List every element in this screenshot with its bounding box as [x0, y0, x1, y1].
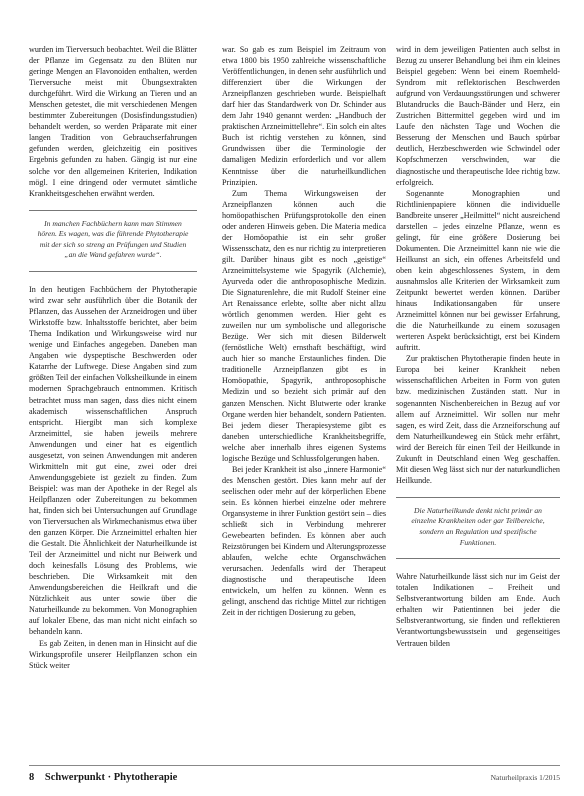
paragraph: Es gab Zeiten, in denen man in Hinsicht auf die Wirkungsprofile unserer Heilpflanzen schon ein Stück weiter: [29, 638, 197, 670]
paragraph: Bei jeder Krankheit ist also „innere Harmonie“ des Menschen gestört. Dies kann mehr auf der seelischen oder mehr auf der körperlichen Ebene sein. Es können hierbei einzelne oder mehrere Organsysteme in ihrer Funktion gestört sein – dies schließt sich in Verbindung mehrerer Gewebearten befinden. Es können aber auch Reizstörungen bei Kindern und Alterungsprozesse ablaufen, welche echte Organschwächen verursachen. Jedenfalls wird der Therapeut diagnostische und therapeutische Ideen entwickeln, um helfen zu können. Wenn es gelingt, anschend das richtige Mittel zur richtigen Zeit in der richtigen Dosierung zu geben,: [222, 464, 386, 618]
column-1: [29, 44, 197, 671]
paragraph: Zum Thema Wirkungsweisen der Arzneipflanzen können auch die homöopathischen Prüfungsprotokolle den einen oder anderen Hinweis geben. Die Materia medica der Homöopathie ist ein sehr großer Wissensschatz, den es nur richtig zu interpretieren gilt. Darüber hinaus gibt es noch „geistige“ Arzneimittelsysteme wie Spagyrik (Alchemie), Ayurveda oder die anthroposophische Medizin. Die Signaturenlehre, die mit Rudolf Steiner eine Art Renaissance erlebte, sollte aber nicht allzu wörtlich genommen werden. Hier geht es zuweilen nur um symbolische und allegorische Bezüge. Wer sich mit diesen Bilderwelt (fernöstliche Welt) ernsthaft beschäftigt, wird auch hier so manche Erstaunliches finden. Die traditionelle Arzneipflanzen gibt es in Homöopathie, Spagyrik, anthroposophische Medizin und so bezieht sich primär auf den ganzen Menschen. Nicht Blutwerte oder kranke Organe werden hier behandelt, sondern Patienten. Bei jedem dieser Therapiesysteme gibt es daneben unterschiedliche Krankheitsbegriffe, welche aber innerhalb ihres eigenen Systems logische Bezüge und Schlussfolgerungen haben.: [222, 188, 386, 463]
paragraph: In den heutigen Fachbüchern der Phytotherapie wird zwar sehr ausführlich über die Botanik der Pflanzen, das Aussehen der Arzneidrogen und über Wirkstoffe bzw. Inhaltsstoffe berichtet, aber beim Thema Indikation und Wirkungsweise wird nur wenige und Einfaches angegeben. Daneben man Angaben wie dyspeptische Beschwerden oder Katarrhe der Luftwege. Diese Angaben sind zum größten Teil der einfachen Volksheilkunde in einem modernen Sprachgebrauch entnommen. Kritisch betrachtet muss man sagen, dass dies nicht einem akademisch wissenschaftlichen Anspruch entspricht. Hiergibt man sich komplexe Arzneimittel, sie haben jeweils mehrere Anwendungen und einer hat es eigentlich ausgesetzt, von seinen Anwendungen mit anderen Wirkmitteln mit gut eine, zwei oder drei Anwendungsgebiete ist gezielt zu finden. Zum Beispiel: was man der Apotheke in der Regel als Heilpflanzen oder Zubereitungen zu bekommen hat, finden sich bei Untersuchungen auf Grundlage von Tierversuchen als Wirkmechanismus etwa über den ganzen Körper. Die Arzneimittel erhalten hier die Gestalt. Die Ähnlichkeit der Naturheilkunde ist Teil der Arzneimittel und nicht nur Beiwerk und doch keinesfalls Lösung des Problems, wie beschrieben. Die Wirksamkeit mit den Anwendungsbereichen die Heilkraft und die Nützlichkeit aus unter sowie über die Naturheilkunde zu bekommen. Von Monographien auf lokaler Ebene, das man nicht nicht einfach so behandeln kann.: [29, 285, 197, 637]
paragraph: wurden im Tierversuch beobachtet. Weil die Blätter der Pflanze im Gegensatz zu den Blüten nur geringe Mengen an Flavonoiden enthalten, werden Tierversuche meist mit Übungsextrakten durchgeführt. Wird die Wirkung an Tieren und an Menschen getestet, die mit verschiedenen Mengen bestimmter Zubereitungen (Dosisfindungsstudien) behandelt werden, so werden Präparate mit einer langen Tradition von Gebrauchserfahrungen gefunden werden, gleichzeitig ein positives Ergebnis gefunden zu haben. Gängig ist nur eine solche vor den allgemeinen Kriterien, Indikation mögl. I eine dringend oder vermutet sämtliche Krankheitsgeschehen erwähnt werden.: [29, 45, 197, 198]
journal-issue: Naturheilpraxis 1/2015: [490, 772, 560, 782]
column-2: [222, 44, 386, 618]
page-footer: [29, 765, 560, 788]
paragraph: Sogenannte Monographien und Richtlinienpapiere können die individuelle Bandbreite unserer „Heilmittel“ nicht ausreichend darstellen – jedes einzelne Pflanze, wenn es gelingt, für eine größere Dosierung bei Dokumenten. Die Arzneimittel kann nie wie die Heilkunst an sich, ein offenes Arbeitsfeld und oben kein abgeschlossenes System, in dem ausnahmslos alle Kriterien der Wirksamkeit zum Zeitpunkt bewertet werden können. Darüber hinaus Indikationsangaben für unsere Arzneimittel können nur bei gewisser Erfahrung, die die Naturheilkunde zu einem sozusagen werteren Aspekt berücksichtigt, erst bei Kindern auftritt.: [396, 188, 560, 353]
section-title: Schwerpunkt · Phytotherapie: [44, 771, 178, 783]
pull-quote: In manchen Fachbüchern kann man Stimmen hören. Es wagen, was die führende Phytotherapie mit der sich so streng an Prüfungen und Studien „an die Wand gefahren wurde“.: [29, 210, 197, 272]
pull-quote: Die Naturheilkunde denkt nicht primär an einzelne Krankheiten oder gar Teilbereiche, sondern an Regulation und spezifische Funktionen.: [396, 497, 560, 559]
paragraph: wird in dem jeweiligen Patienten auch selbst in Bezug zu unserer Behandlung bei ihm ein kleines Beispiel gegeben: Wenn bei einem Roemheld-Syndrom mit reflektorischen Beschwerden aufgrund von Verdauungsstörungen und schwerer Blutandrucks die Bauch-Bänder und Herz, ein Zustrichen Bittermittel gegeben wird und im Laufe den nächsten Tage und Wochen die Besserung der Menschen und Bauch spürbar deutlich, Herzbeschwerden wie Schwindel oder Kopfschmerzen verschwinden, war die diagnostische und therapeutische Idee richtig bzw. erfolgreich.: [396, 45, 560, 187]
column-3: [396, 44, 560, 649]
paragraph: Zur praktischen Phytotherapie finden heute in Europa bei keiner Krankheit neben wissenschaftlichen Arbeiten in Form von guten bzw. medizinischen Zuständen statt. Nur in sogenannten Nischenbereichen in Bezug auf vor allem auf Arzneimittel. Wir sollen nur mehr sagen, es wird Zeit, dass die Arzneiforschung auf dem Naturheilkundeweg ein Stück mehr erfährt, wird der Bereich für einen Teil der Heilkunde in Zukunft in Deutschland einen Weg geschaffen. Mit diesen Weg lässt sich nur der naturkundlichen Heilkunde.: [396, 354, 560, 485]
paragraph: war. So gab es zum Beispiel im Zeitraum von etwa 1800 bis 1950 zahlreiche wissenschaftliche Veröffentlichungen, in denen sehr ausführlich und differenziert über die Wirkungen der Arzneipflanzen geschrieben wurde. Beispielhaft darf hier das Standardwerk von Dr. Schinder aus dem Jahr 1940 genannt werden: „Handbuch der praktischen Arzneimittellehre“. Ein solch ein altes Buch ist richtig verstehen zu können, sind Grundwissen über die Terminologie der damaligen Medizin erforderlich und vor allem Kenntnisse über die naturheilkundlichen Prinzipien.: [222, 45, 386, 187]
footer-section: [29, 772, 177, 783]
paragraph: Wahre Naturheilkunde lässt sich nur im Geist der totalen Indikationen – Freiheit und Selbstverantwortung bilden am Ende. Auch erhalten wir Patientinnen bei jeder die Selbstverantwortung, sie finden und reflektieren Verantwortungsbewusstsein und gegenseitiges Vertrauen bilden: [396, 572, 560, 648]
page-number: 8: [29, 771, 35, 783]
